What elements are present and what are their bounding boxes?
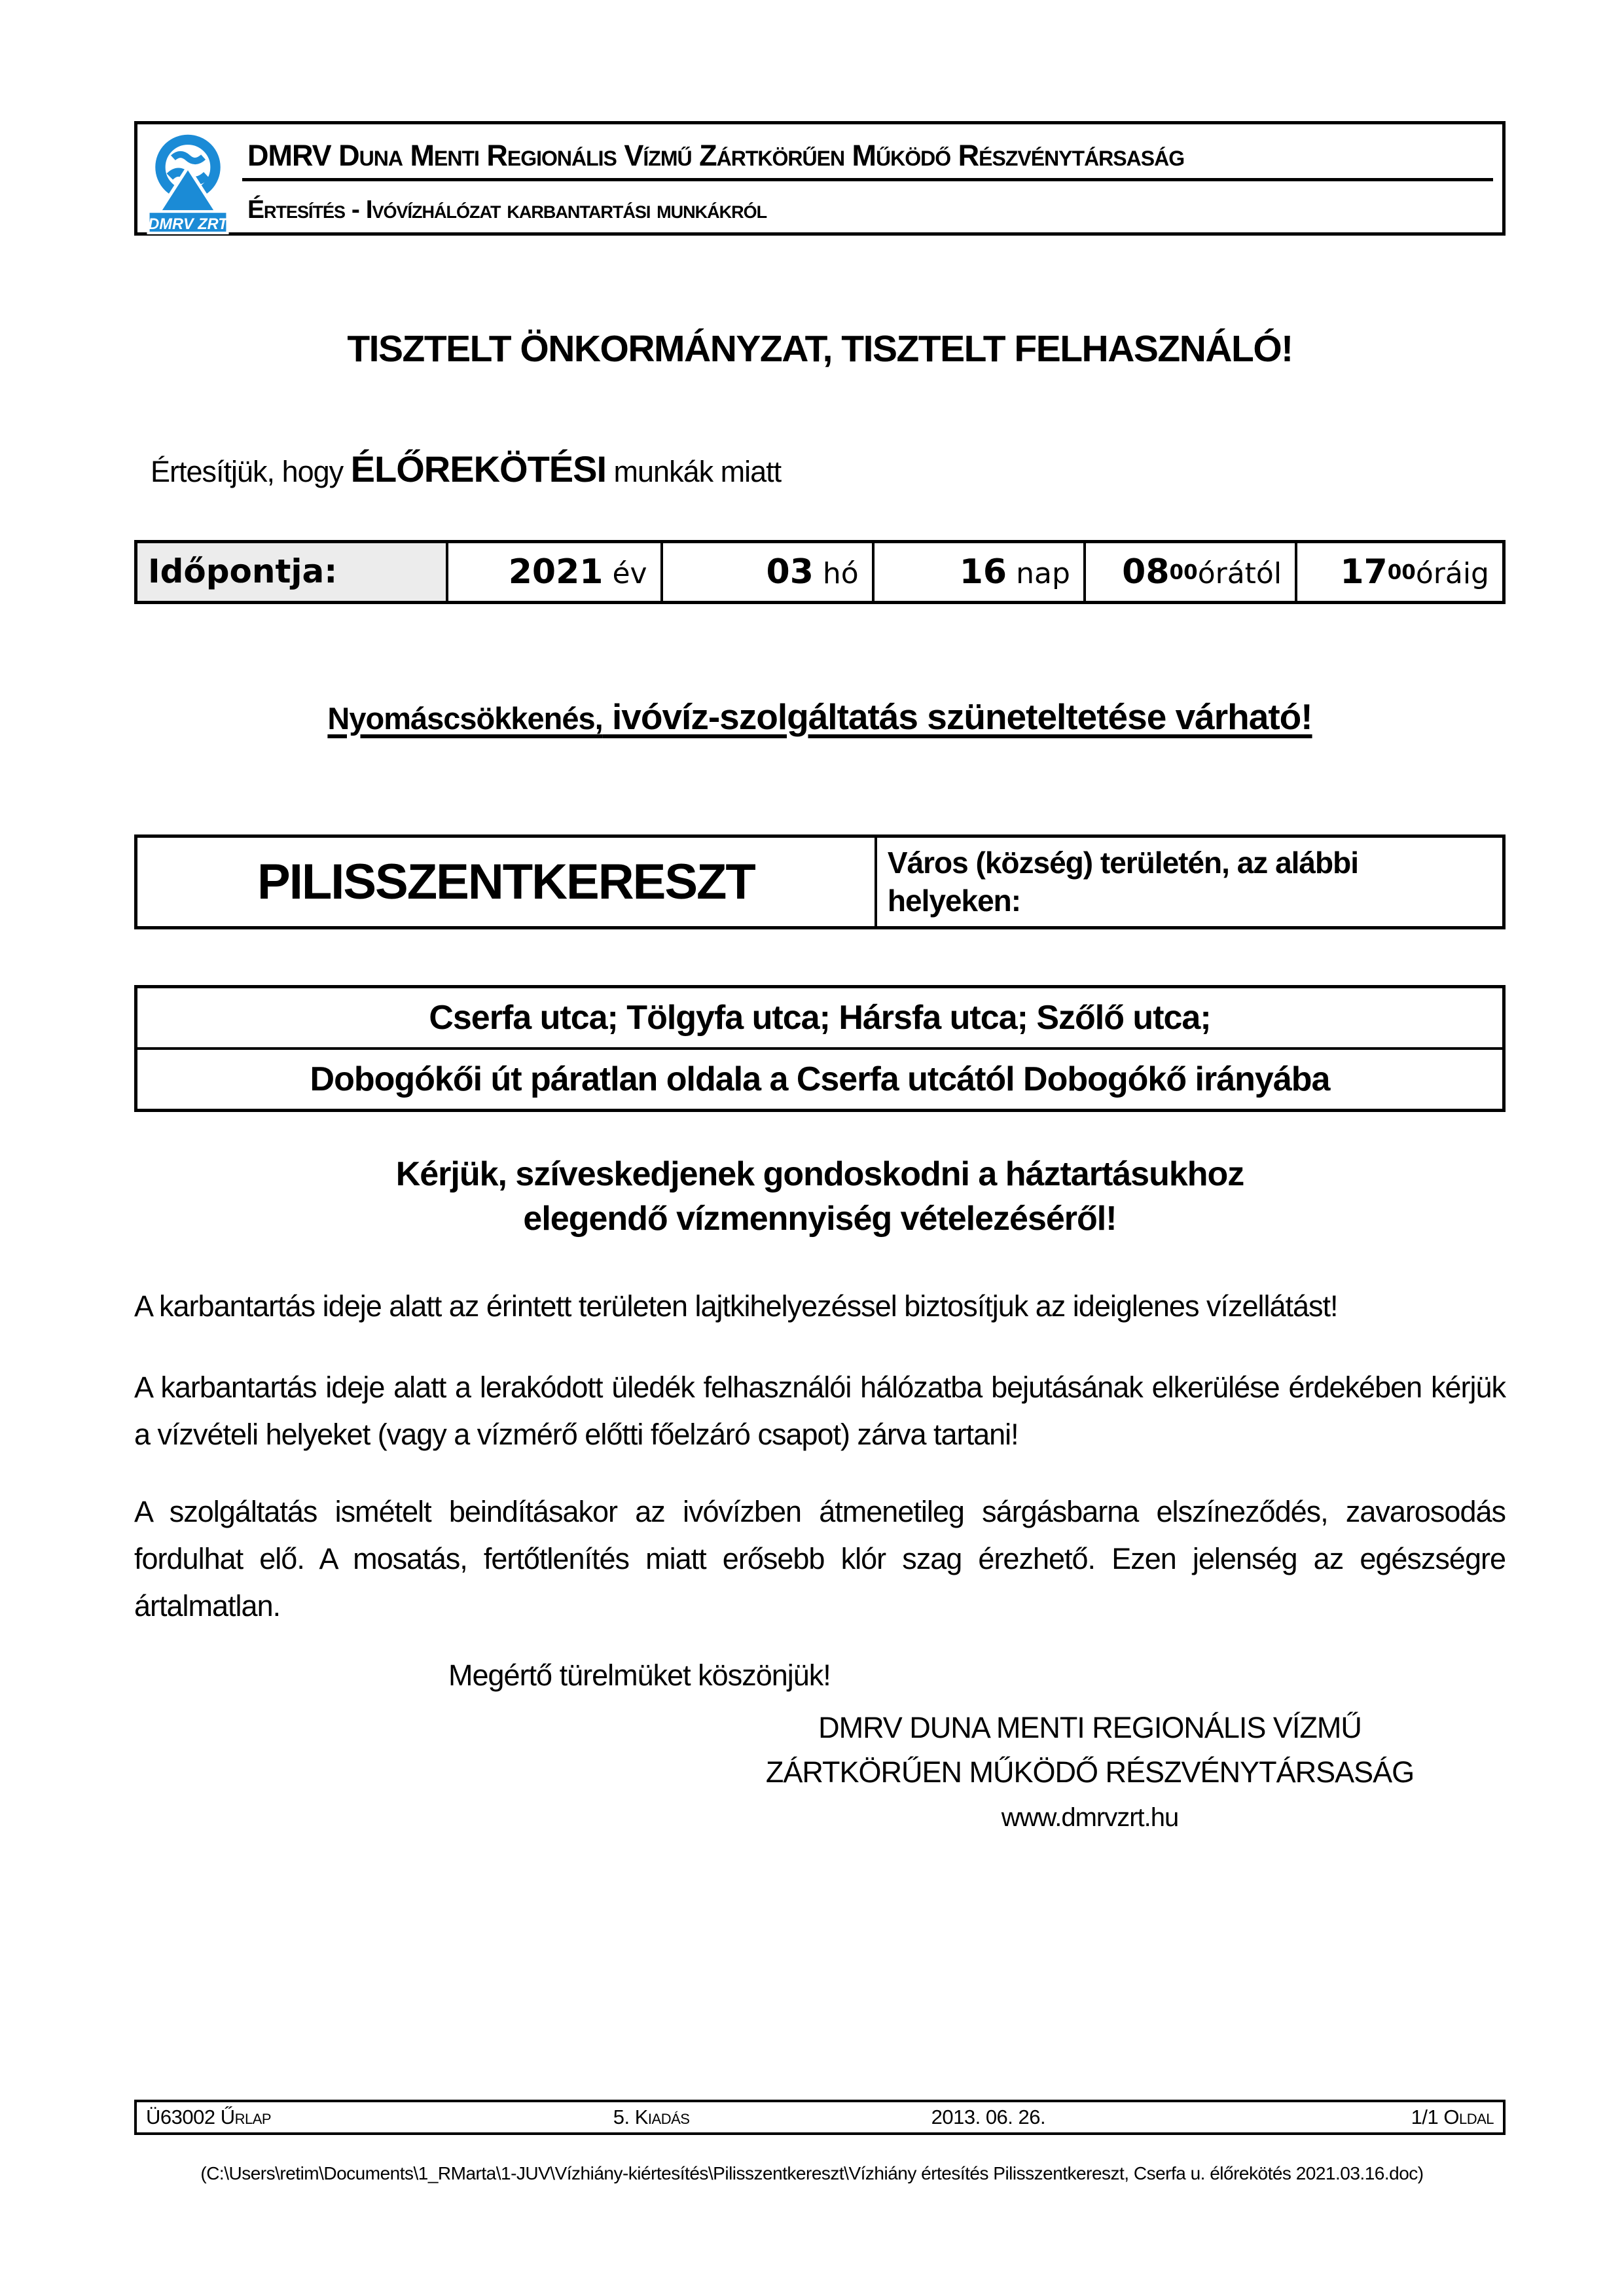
city-note: Város (község) területén, az alábbi helyeken: (875, 838, 1502, 926)
streets-box (134, 985, 1506, 1112)
signature-line2: ZÁRTKÖRŰEN MŰKÖDŐ RÉSZVÉNYTÁRSASÁG (765, 1755, 1415, 1789)
city-name: PILISSZENTKERESZT (257, 854, 755, 910)
schedule-month-cell (660, 543, 872, 601)
signature-block (743, 1706, 1437, 1837)
footer-page-number: 1/1 Oldal (1411, 2106, 1494, 2128)
body-paragraph: A szolgáltatás ismételt beindításakor az ivóvízben átmenetileg sárgásbarna elszíneződés, zavarosodás fordulhat elő. A mosatás, fertőtlenítés miatt erősebb klór szag érezhető. Ezen jelenség az egészségre ártalmatlan. (134, 1495, 1506, 1623)
document-header (134, 121, 1506, 236)
to-hour-value: 17 (1340, 552, 1388, 592)
intro-text (134, 448, 1506, 490)
day-value: 16 (959, 552, 1007, 592)
month-value: 03 (766, 552, 814, 592)
schedule-table (134, 540, 1506, 604)
to-minutes-superscript: 00 (1387, 560, 1416, 584)
intro-prefix: Értesítjük, hogy (151, 455, 351, 488)
from-minutes-superscript: 00 (1169, 560, 1198, 584)
schedule-to-cell (1295, 543, 1502, 601)
warning-part2: ivóvíz-szolgáltatás szüneteltetése várható! (602, 696, 1312, 737)
notice-subtitle: Értesítés - Ivóvízhálózat karbantartási munkákról (247, 196, 767, 224)
request-heading (134, 1153, 1506, 1241)
schedule-day-cell (872, 543, 1083, 601)
warning-part1: Nyomáscsökkenés, (327, 701, 603, 736)
request-line2: elegendő vízmennyiség vételezéséről! (523, 1199, 1117, 1238)
footer-date: 2013. 06. 26. (931, 2106, 1046, 2128)
body-paragraph: A karbantartás ideje alatt az érintett területen lajtkihelyezéssel biztosítjuk az ideiglenes vízellátást! (134, 1289, 1338, 1323)
month-unit: hó (822, 557, 859, 590)
body-paragraph: A karbantartás ideje alatt a lerakódott üledék felhasználói hálózatba bejutásának elkerülése érdekében kérjük a vízvételi helyeket (vagy a vízmérő előtti főelzáró csapot) zárva tartani! (134, 1371, 1506, 1452)
document-content (134, 0, 1506, 1837)
logo-text: DMRV ZRT (148, 215, 228, 232)
footer-form-number: Ü63002 Űrlap (146, 2106, 272, 2128)
year-value: 2021 (508, 552, 604, 592)
year-unit: év (612, 557, 647, 590)
footer-edition: 5. Kiadás (613, 2106, 690, 2128)
street-row: Dobogókői út páratlan oldala a Cserfa utcától Dobogókő irányába (137, 1047, 1502, 1109)
intro-suffix: munkák miatt (606, 455, 782, 488)
company-logo (137, 124, 236, 232)
file-path: (C:\Users\retim\Documents\1_RMarta\1-JUV\Vízhiány-kiértesítés\Pilisszentkereszt\Vízhiány értesítés Pilisszentkereszt, Cserfa u. élőrekötés 2021.03.16.doc) (200, 2163, 1424, 2183)
schedule-label: Időpontja: (137, 543, 446, 601)
header-text-block (236, 124, 1502, 232)
to-unit: óráig (1415, 557, 1489, 590)
street-row: Cserfa utca; Tölgyfa utca; Hársfa utca; Szőlő utca; (429, 999, 1211, 1037)
from-unit: órától (1197, 557, 1282, 590)
schedule-from-cell (1083, 543, 1295, 601)
day-unit: nap (1016, 557, 1070, 590)
footer-bar (134, 2100, 1506, 2135)
thanks-text: Megértő türelmüket köszönjük! (448, 1659, 831, 1693)
from-hour-value: 08 (1122, 552, 1170, 592)
page-title: TISZTELT ÖNKORMÁNYZAT, TISZTELT FELHASZNÁLÓ! (347, 328, 1293, 370)
website-text: www.dmrvzrt.hu (1001, 1803, 1179, 1833)
company-name: DMRV Duna Menti Regionális Vízmű Zártkörűen Működő Részvénytársaság (247, 139, 1185, 172)
signature-line1: DMRV DUNA MENTI REGIONÁLIS VÍZMŰ (818, 1711, 1362, 1745)
intro-emphasis: ÉLŐREKÖTÉSI (350, 448, 607, 490)
warning-heading (134, 696, 1506, 738)
schedule-year-cell (446, 543, 660, 601)
location-box (134, 834, 1506, 929)
water-mountain-logo-icon (145, 128, 230, 234)
request-line1: Kérjük, szíveskedjenek gondoskodni a háztartásukhoz (395, 1155, 1244, 1193)
